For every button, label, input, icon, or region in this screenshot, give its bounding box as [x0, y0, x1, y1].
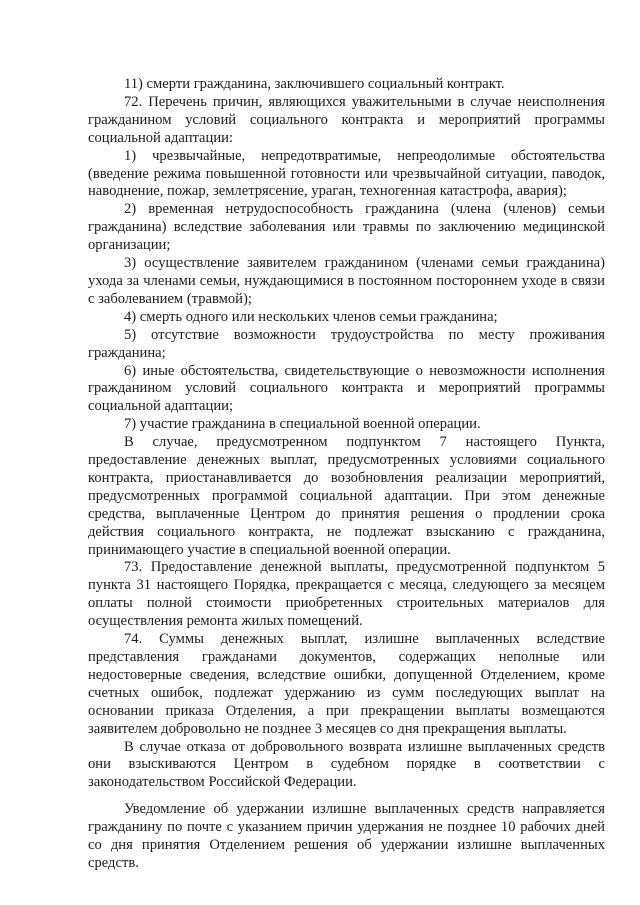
- paragraph-point-72: 72. Перечень причин, являющихся уважительными в случае неисполнения гражданином условий социального контракта и мероприятий программы социальной адаптации:: [88, 93, 605, 146]
- list-item-3: 3) осуществление заявителем гражданином (членами семьи гражданина) ухода за членами семьи, нуждающимися в постоянном постороннем уходе в связи с заболеванием (травмой);: [88, 255, 605, 307]
- list-item-7: 7) участие гражданина в специальной военной операции.: [124, 416, 481, 433]
- list-item-4: 4) смерть одного или нескольких членов семьи гражданина;: [124, 308, 498, 325]
- list-item-6: 6) иные обстоятельства, свидетельствующие о невозможности исполнения гражданином условий социального контракта и мероприятий программы социальной адаптации;: [88, 362, 605, 415]
- list-item-5: 5) отсутствие возможности трудоустройства по месту проживания гражданина;: [88, 326, 605, 361]
- list-item-2: 2) временная нетрудоспособность гражданина (члена (членов) семьи гражданина) вследствие заболевания или травмы по заключению медицинской организации;: [88, 201, 605, 254]
- paragraph-point-73: 73. Предоставление денежной выплаты, предусмотренной подпунктом 5 пункта 31 настоящего Порядка, прекращается с месяца, следующего за месяцем оплаты полной стоимости приобретенных строительных материалов для осуществления ремонта жилых помещений.: [88, 559, 605, 630]
- paragraph-refusal: В случае отказа от добровольного возврата излишне выплаченных средств они взыскиваются Центром в судебном порядке в соответствии с законодательством Российской Федерации.: [88, 738, 605, 791]
- paragraph-svo-case: В случае, предусмотренном подпунктом 7 настоящего Пункта, предоставление денежных выплат, предусмотренных условиями социального контракта, приостанавливается до возобновления реализации мероприятий, предусмотренных программой социальной адаптации. При этом денежные средства, выплаченные Центром до принятия решения о продлении срока действия социального контракта, не подлежат взысканию с гражданина, принимающего участие в специальной военной операции.: [88, 434, 605, 558]
- paragraph-item-11: 11) смерти гражданина, заключившего социальный контракт.: [124, 76, 505, 92]
- paragraph-notification: Уведомление об удержании излишне выплаченных средств направляется гражданину по почте с указанием причин удержания не позднее 10 рабочих дней со дня принятия Отделением решения об удержании излишне выплаченных средств.: [88, 801, 605, 871]
- list-item-1: 1) чрезвычайные, непредотвратимые, непреодолимые обстоятельства (введение режима повышенной готовности или чрезвычайной ситуации, паводок, наводнение, пожар, землетрясение, ураган, техногенная катастрофа, авария);: [88, 147, 605, 200]
- paragraph-point-74: 74. Суммы денежных выплат, излишне выплаченных вследствие представления гражданами документов, содержащих неполные или недостоверные сведения, вследствие ошибки, допущенной Отделением, кроме счетных ошибок, подлежат удержанию из сумм последующих выплат на основании приказа Отделения, а при прекращении выплаты возмещаются заявителем добровольно не позднее 3 месяцев со дня прекращения выплаты.: [88, 631, 605, 737]
- document-page: [88, 76, 605, 873]
